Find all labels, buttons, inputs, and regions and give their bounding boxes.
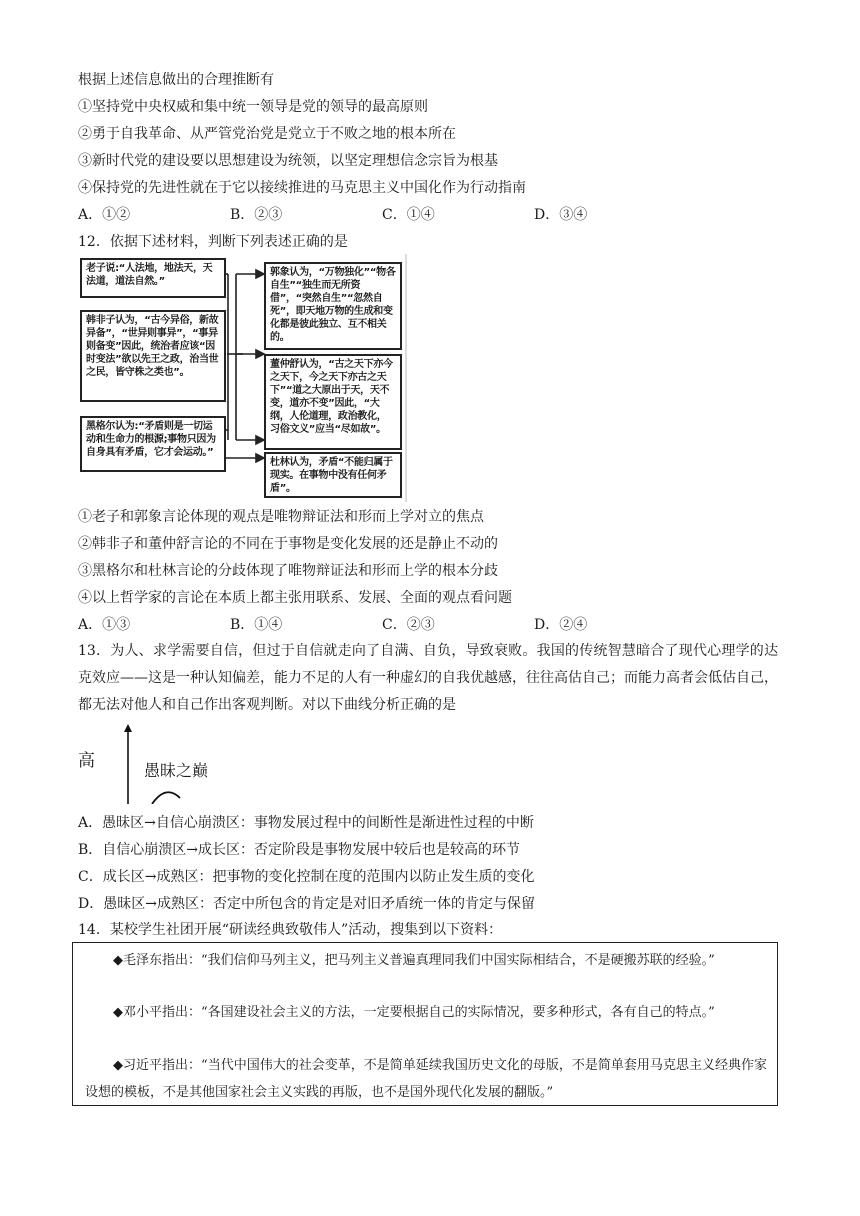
q11-item-3: ③新时代党的建设要以思想建设为统领，以坚定理想信念宗旨为根基 [78,153,498,169]
q12-option-a[interactable]: A．①③ [78,617,131,633]
q11-item-2: ②勇于自我革命、从严管党治党是党立于不败之地的根本所在 [78,126,456,142]
hanfeizi-box: 韩非子认为，“古今异俗，新故异备”，“世异则事异”，“事异则备变”因此，统治者应该“因时变法”欲以先王之政，治当世之民，皆守株之类也”。 [80,310,226,402]
q12-stem: 12．依据下述材料，判断下列表述正确的是 [78,234,348,250]
quote-mao: ◆毛泽东指出：“我们信仰马列主义，把马列主义普遍真理同我们中国实际相结合，不是硬搬苏联的经验。” [113,953,715,968]
quote-xi: ◆习近平指出：“当代中国伟大的社会变革，不是简单延续我国历史文化的母版，不是简单套用马克思主义经典作家设想的模板，不是其他国家社会主义实践的再版，也不是国外现代化发展的翻版。” [85,1058,767,1100]
dongzhongshu-box: 董仲舒认为，“古之天下亦今之天下，今之天下亦古之天下”“道之大原出于天，天不变，道亦不变”因此，“大纲，人伦道理，政治教化，习俗文义”应当“尽如故”。 [264,354,402,450]
y-axis-label: 高 [78,751,95,771]
q13-stem: 13．为人、求学需要自信，但过于自信就走向了自满、自负，导致衰败。我国的传统智慧暗合了现代心理学的达克效应——这是一种认知偏差，能力不足的人有一种虚幻的自我优越感，往往高估自己；而能力高者会低估自己，都无法对他人和自己作出客观判断。对以下曲线分析正确的是 [78,643,778,713]
q11-options [78,205,778,225]
q12-options [78,615,778,635]
peak-label: 愚昧之巅 [144,761,209,780]
q11-item-1: ①坚持党中央权威和集中统一领导是党的领导的最高原则 [78,99,428,115]
q12-item-4: ④以上哲学家的言论在本质上都主张用联系、发展、全面的观点看问题 [78,590,512,606]
q13-option-a[interactable]: A．愚昧区→自信心崩溃区：事物发展过程中的间断性是渐进性过程的中断 [78,815,534,831]
dulin-box: 杜林认为，矛盾“不能归属于现实。在事物中没有任何矛盾”。 [264,452,402,498]
laozi-box: 老子说:“人法地，地法天，天法道，道法自然。” [80,258,226,298]
q11-option-b[interactable]: B．②③ [230,207,283,223]
quotes-box [72,942,778,1106]
dunning-kruger-curve [78,722,278,804]
q11-item-4: ④保持党的先进性就在于它以接续推进的马克思主义中国化作为行动指南 [78,180,526,196]
q12-item-3: ③黑格尔和杜林言论的分歧体现了唯物辩证法和形而上学的根本分歧 [78,563,498,579]
q12-option-d[interactable]: D．②④ [534,617,588,633]
q11-option-a[interactable]: A．①② [78,207,131,223]
q11-option-d[interactable]: D．③④ [534,207,588,223]
q12-option-b[interactable]: B．①④ [230,617,283,633]
quote-deng: ◆邓小平指出：“各国建设社会主义的方法，一定要根据自己的实际情况，要多种形式，各有自己的特点。” [113,1005,715,1020]
philosophers-diagram [78,254,408,502]
guoxiang-box: 郭象认为，“万物独化”“物各自生”“独生而无所资借”，“突然自生”“忽然自死”，即天地万物的生成和变化都是彼此独立、互不相关的。 [264,262,402,350]
q12-item-1: ①老子和郭象言论体现的观点是唯物辩证法和形而上学对立的焦点 [78,509,484,525]
q13-option-d[interactable]: D．愚昧区→成熟区：否定中所包含的肯定是对旧矛盾统一体的肯定与保留 [78,896,535,912]
q11-option-c[interactable]: C．①④ [382,207,435,223]
hegel-box: 黑格尔认为:“矛盾则是一切运动和生命力的根源;事物只因为自身具有矛盾，它才会运动。” [80,416,226,472]
q13-option-b[interactable]: B．自信心崩溃区→成长区：否定阶段是事物发展中较后也是较高的环节 [78,842,521,858]
q14-stem: 14．某校学生社团开展“研读经典致敬伟人”活动，搜集到以下资料： [78,922,503,938]
q13-option-c[interactable]: C．成长区→成熟区：把事物的变化控制在度的范围内以防止发生质的变化 [78,869,535,885]
q12-option-c[interactable]: C．②③ [382,617,435,633]
q12-item-2: ②韩非子和董仲舒言论的不同在于事物是变化发展的还是静止不动的 [78,536,498,552]
q11-stem: 根据上述信息做出的合理推断有 [78,72,274,88]
